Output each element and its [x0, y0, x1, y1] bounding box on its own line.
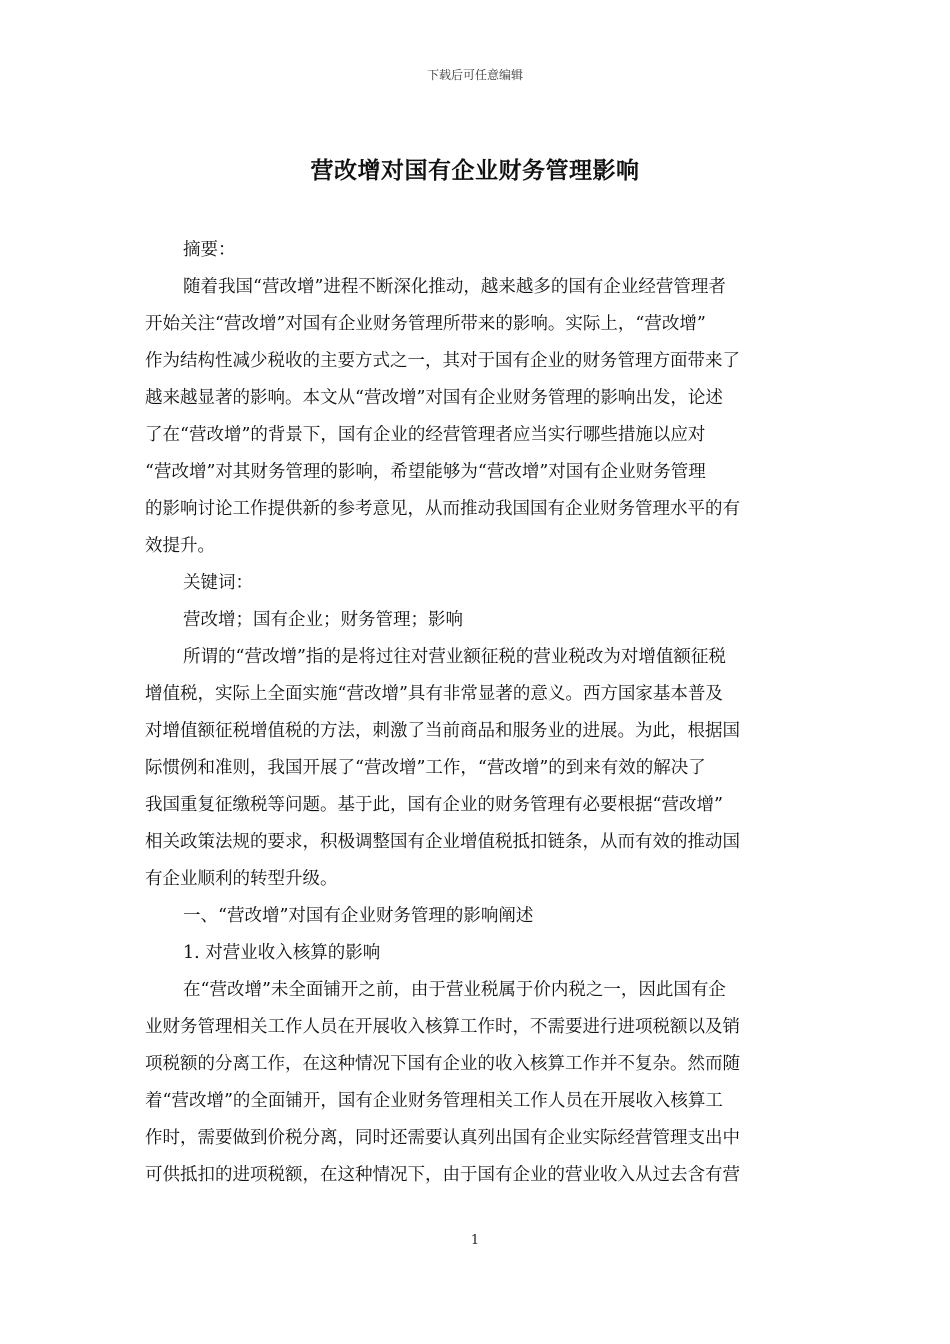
body-text-line: 开始关注“营改增”对国有企业财务管理所带来的影响。实际上，“营改增” [145, 314, 706, 334]
body-text-line: 相关政策法规的要求，积极调整国有企业增值税抵扣链条，从而有效的推动国 [145, 832, 740, 852]
body-text-line: “营改增”对其财务管理的影响，希望能够为“营改增”对国有企业财务管理 [145, 462, 706, 482]
body-text-line: 我国重复征缴税等问题。基于此，国有企业的财务管理有必要根据“营改增” [145, 795, 723, 815]
body-text-line: 效提升。 [145, 536, 215, 556]
body-text-line: 1. 对营业收入核算的影响 [183, 943, 381, 963]
body-text-line: 际惯例和准则，我国开展了“营改增”工作，“营改增”的到来有效的解决了 [145, 758, 706, 778]
body-text-line: 了在“营改增”的背景下，国有企业的经营管理者应当实行哪些措施以应对 [145, 425, 706, 445]
body-text-line: 营改增；国有企业；财务管理；影响 [183, 610, 463, 630]
body-text-line: 作为结构性减少税收的主要方式之一，其对于国有企业的财务管理方面带来了 [145, 351, 740, 371]
body-text-line: 的影响讨论工作提供新的参考意见，从而推动我国国有企业财务管理水平的有 [145, 499, 740, 519]
body-text-line: 业财务管理相关工作人员在开展收入核算工作时，不需要进行进项税额以及销 [145, 1017, 740, 1037]
body-text-line: 随着我国“营改增”进程不断深化推动，越来越多的国有企业经营管理者 [183, 277, 726, 297]
body-text-line: 所谓的“营改增”指的是将过往对营业额征税的营业税改为对增值额征税 [183, 647, 726, 667]
document-title: 营改增对国有企业财务管理影响 [310, 157, 640, 184]
body-text-line: 一、“营改增”对国有企业财务管理的影响阐述 [183, 906, 534, 926]
document-body [145, 232, 807, 1194]
page-header-note: 下载后可任意编辑 [426, 68, 523, 82]
body-text-line: 项税额的分离工作，在这种情况下国有企业的收入核算工作并不复杂。然而随 [145, 1054, 740, 1074]
body-text-line: 可供抵扣的进项税额，在这种情况下，由于国有企业的营业收入从过去含有营 [145, 1165, 740, 1185]
body-text-line: 越来越显著的影响。本文从“营改增”对国有企业财务管理的影响出发，论述 [145, 388, 723, 408]
body-text-line: 增值税，实际上全面实施“营改增”具有非常显著的意义。西方国家基本普及 [145, 684, 723, 704]
body-text-line: 摘要： [183, 240, 236, 260]
page-number: 1 [470, 1233, 480, 1248]
body-text-line: 对增值额征税增值税的方法，刺激了当前商品和服务业的进展。为此，根据国 [145, 721, 740, 741]
body-text-line: 关键词： [183, 573, 253, 593]
body-text-line: 在“营改增”未全面铺开之前，由于营业税属于价内税之一，因此国有企 [183, 980, 726, 1000]
body-text-line: 作时，需要做到价税分离，同时还需要认真列出国有企业实际经营管理支出中 [145, 1128, 740, 1148]
body-text-line: 着“营改增”的全面铺开，国有企业财务管理相关工作人员在开展收入核算工 [145, 1091, 723, 1111]
body-text-line: 有企业顺利的转型升级。 [145, 869, 338, 889]
